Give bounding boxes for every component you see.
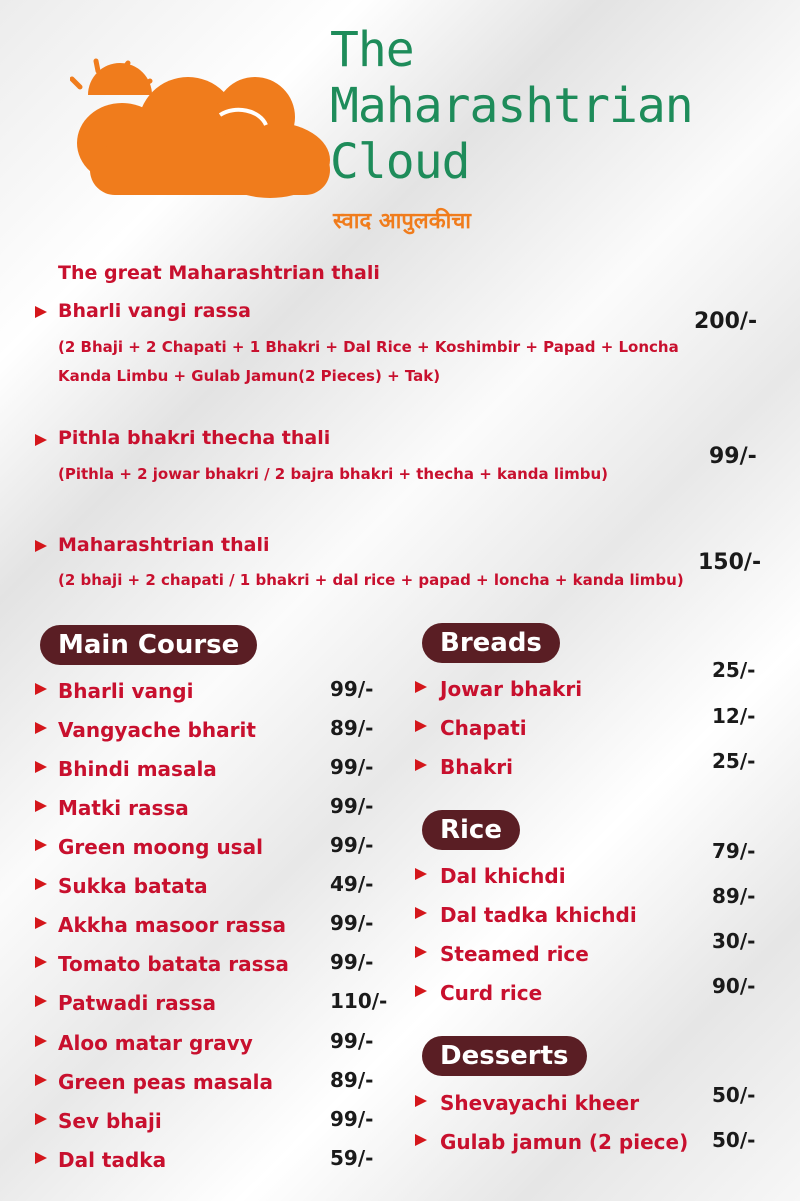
arrow-icon [415, 720, 427, 732]
menu-item-price: 99/- [330, 677, 374, 701]
menu-item-price: 99/- [330, 911, 374, 935]
menu-item-name: Green moong usal [58, 835, 263, 859]
menu-item-price: 50/- [712, 1128, 756, 1152]
menu-item-price: 25/- [712, 658, 756, 682]
rice-heading: Rice [422, 810, 520, 850]
arrow-icon [415, 868, 427, 880]
arrow-icon [415, 681, 427, 693]
arrow-icon [35, 434, 47, 446]
thali-item-desc: Kanda Limbu + Gulab Jamun(2 Pieces) + Tak) [58, 367, 441, 385]
arrow-icon [35, 1035, 47, 1047]
arrow-icon [35, 878, 47, 890]
arrow-icon [35, 683, 47, 695]
menu-item-price: 12/- [712, 704, 756, 728]
menu-item-name: Tomato batata rassa [58, 952, 289, 976]
brand-name [330, 22, 693, 190]
brand-tagline: स्वाद आपुलकीचा [333, 209, 471, 234]
menu-item-price: 50/- [712, 1083, 756, 1107]
menu-item-price: 89/- [330, 1068, 374, 1092]
menu-item-name: Green peas masala [58, 1070, 273, 1094]
menu-item-price: 89/- [330, 716, 374, 740]
menu-item-name: Akkha masoor rassa [58, 913, 286, 937]
menu-item-price: 99/- [330, 950, 374, 974]
thali-item-desc: (2 Bhaji + 2 Chapati + 1 Bhakri + Dal Rice + Koshimbir + Papad + Loncha [58, 338, 679, 356]
arrow-icon [415, 907, 427, 919]
menu-item-price: 99/- [330, 1029, 374, 1053]
menu-item-name: Gulab jamun (2 piece) [440, 1130, 689, 1154]
menu-item-name: Aloo matar gravy [58, 1031, 253, 1055]
arrow-icon [35, 839, 47, 851]
menu-item-name: Vangyache bharit [58, 718, 256, 742]
brand-line-1: The [330, 22, 414, 78]
menu-item-name: Bhakri [440, 755, 513, 779]
menu-item-name: Patwadi rassa [58, 991, 216, 1015]
menu-item-name: Matki rassa [58, 796, 189, 820]
arrow-icon [415, 985, 427, 997]
menu-item-name: Dal khichdi [440, 864, 566, 888]
menu-item-name: Curd rice [440, 981, 543, 1005]
menu-item-price: 25/- [712, 749, 756, 773]
thali-item-name: Maharashtrian thali [58, 534, 270, 556]
arrow-icon [415, 946, 427, 958]
thali-item-desc: (2 bhaji + 2 chapati / 1 bhakri + dal rice + papad + loncha + kanda limbu) [58, 571, 684, 589]
brand-line-3: Cloud [330, 134, 470, 190]
arrow-icon [415, 1134, 427, 1146]
thali-item-desc: (Pithla + 2 jowar bhakri / 2 bajra bhakri + thecha + kanda limbu) [58, 465, 609, 483]
menu-item-name: Shevayachi kheer [440, 1091, 640, 1115]
menu-item-price: 99/- [330, 833, 374, 857]
main-course-heading: Main Course [40, 625, 257, 665]
arrow-icon [35, 722, 47, 734]
breads-heading: Breads [422, 623, 560, 663]
thali-item-name: Bharli vangi rassa [58, 300, 251, 322]
menu-item-price: 59/- [330, 1146, 374, 1170]
menu-item-name: Sukka batata [58, 874, 208, 898]
menu-item-price: 79/- [712, 839, 756, 863]
menu-item-price: 99/- [330, 755, 374, 779]
arrow-icon [35, 995, 47, 1007]
thali-heading: The great Maharashtrian thali [58, 262, 380, 284]
cloud-sun-logo-icon [70, 55, 330, 205]
menu-item-price: 99/- [330, 1107, 374, 1131]
menu-item-name: Jowar bhakri [440, 677, 583, 701]
menu-item-price: 49/- [330, 872, 374, 896]
arrow-icon [35, 306, 47, 318]
arrow-icon [35, 800, 47, 812]
thali-item-price: 200/- [694, 309, 758, 334]
arrow-icon [415, 1095, 427, 1107]
thali-item-price: 99/- [709, 444, 757, 469]
menu-item-price: 30/- [712, 929, 756, 953]
menu-item-name: Steamed rice [440, 942, 589, 966]
brand-line-2: Maharashtrian [330, 78, 693, 134]
thali-item-price: 150/- [698, 550, 762, 575]
arrow-icon [35, 761, 47, 773]
desserts-heading: Desserts [422, 1036, 587, 1076]
arrow-icon [35, 1152, 47, 1164]
arrow-icon [35, 917, 47, 929]
menu-item-name: Bhindi masala [58, 757, 217, 781]
menu-item-price: 90/- [712, 974, 756, 998]
menu-item-name: Dal tadka khichdi [440, 903, 637, 927]
menu-item-price: 89/- [712, 884, 756, 908]
arrow-icon [35, 540, 47, 552]
menu-item-name: Sev bhaji [58, 1109, 162, 1133]
arrow-icon [35, 1074, 47, 1086]
menu-item-name: Chapati [440, 716, 527, 740]
menu-item-price: 110/- [330, 989, 388, 1013]
thali-item-name: Pithla bhakri thecha thali [58, 427, 331, 449]
arrow-icon [35, 956, 47, 968]
menu-item-price: 99/- [330, 794, 374, 818]
menu-item-name: Dal tadka [58, 1148, 167, 1172]
arrow-icon [35, 1113, 47, 1125]
menu-item-name: Bharli vangi [58, 679, 194, 703]
arrow-icon [415, 759, 427, 771]
